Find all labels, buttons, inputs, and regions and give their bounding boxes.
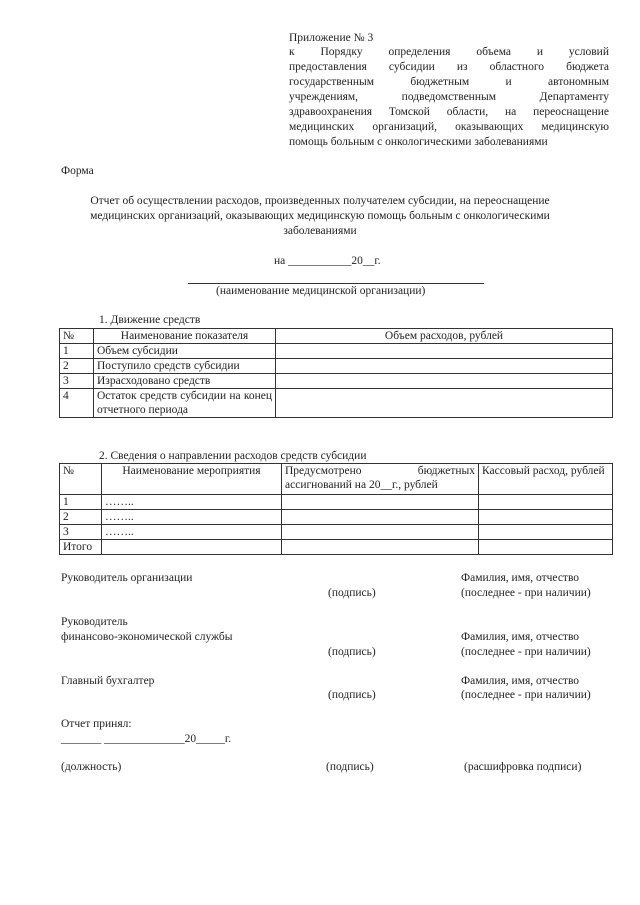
header-planned: Предусмотрено бюджетных ассигнований на 20__г., рублей [282, 464, 479, 495]
row-name: Поступило средств субсидии [94, 359, 276, 374]
appendix-title: Приложение № 3 [289, 32, 374, 44]
finance-label-line2: финансово-экономической службы [61, 631, 233, 643]
appendix-line: к Порядку определения объема и условий [289, 46, 609, 58]
position-caption: (должность) [61, 761, 122, 773]
name-caption: Фамилия, имя, отчество [461, 675, 580, 687]
total-activity [102, 540, 282, 555]
row-name: Израсходовано средств [94, 374, 276, 389]
name-caption: Фамилия, имя, отчество [461, 572, 580, 584]
header-actual: Кассовый расход, рублей [479, 464, 613, 495]
row-value-cell[interactable] [276, 359, 613, 374]
header-activity: Наименование мероприятия [102, 464, 282, 495]
name-caption-note: (последнее - при наличии) [461, 646, 591, 658]
row-number: 2 [60, 359, 94, 374]
table-row [60, 495, 613, 510]
signature-caption: (подпись) [328, 646, 376, 658]
row-name: Остаток средств субсидии на конец отчетного периода [94, 389, 276, 418]
row-name: Объем субсидии [94, 344, 276, 359]
table-total-row [60, 540, 613, 555]
expense-directions-table [59, 463, 613, 555]
table-row [60, 374, 613, 389]
report-date-line: на ___________20__г. [274, 255, 381, 267]
organization-name-field[interactable] [188, 283, 484, 284]
total-label: Итого [60, 540, 102, 555]
row-planned[interactable] [282, 525, 479, 540]
row-actual[interactable] [479, 510, 613, 525]
table-header-row [60, 464, 613, 495]
funds-movement-table [59, 328, 613, 418]
row-actual[interactable] [479, 495, 613, 510]
accepted-label: Отчет принял: [61, 718, 132, 730]
organization-caption: (наименование медицинской организации) [216, 285, 426, 297]
row-value-cell[interactable] [276, 344, 613, 359]
section1-heading: 1. Движение средств [99, 314, 201, 326]
name-caption: Фамилия, имя, отчество [461, 631, 580, 643]
report-title-line: заболеваниями [283, 225, 357, 237]
section2-heading: 2. Сведения о направлении расходов средств субсидии [99, 450, 367, 462]
name-caption-note: (последнее - при наличии) [461, 587, 591, 599]
row-activity[interactable]: …….. [102, 510, 282, 525]
row-number: 1 [60, 495, 102, 510]
signature-caption: (подпись) [326, 761, 374, 773]
appendix-line: государственным бюджетным и автономным [289, 76, 609, 88]
table-header-row [60, 329, 613, 344]
row-value-cell[interactable] [276, 374, 613, 389]
row-number: 1 [60, 344, 94, 359]
header-indicator: Наименование показателя [94, 329, 276, 344]
total-actual[interactable] [479, 540, 613, 555]
signature-caption: (подпись) [328, 587, 376, 599]
report-title-line: медицинских организаций, оказывающих медицинскую помощь больным с онкологическими [90, 210, 550, 222]
decoding-caption: (расшифровка подписи) [464, 761, 582, 773]
head-label: Руководитель организации [61, 572, 193, 584]
row-activity[interactable]: …….. [102, 525, 282, 540]
appendix-line: медицинских организаций, оказывающих медицинскую [289, 121, 609, 133]
row-planned[interactable] [282, 510, 479, 525]
form-label: Форма [61, 165, 94, 177]
total-planned[interactable] [282, 540, 479, 555]
table-row [60, 389, 613, 418]
signature-caption: (подпись) [328, 689, 376, 701]
report-title-line: Отчет об осуществлении расходов, произведенных получателем субсидии, на переоснащение [90, 195, 550, 207]
table-row [60, 510, 613, 525]
finance-label-line1: Руководитель [61, 616, 128, 628]
table-row [60, 359, 613, 374]
header-number: № [60, 329, 94, 344]
appendix-line: учреждениям, подведомственным Департаменту [289, 91, 609, 103]
name-caption-note: (последнее - при наличии) [461, 689, 591, 701]
appendix-line: помощь больным с онкологическими заболеваниями [289, 136, 548, 148]
table-row [60, 525, 613, 540]
row-number: 3 [60, 374, 94, 389]
accountant-label: Главный бухгалтер [61, 675, 155, 687]
accepted-date-line[interactable]: _______ ______________20_____г. [61, 733, 232, 745]
appendix-line: здравоохранения Томской области, на переоснащение [289, 106, 609, 118]
row-number: 3 [60, 525, 102, 540]
header-number: № [60, 464, 102, 495]
row-activity[interactable]: …….. [102, 495, 282, 510]
row-actual[interactable] [479, 525, 613, 540]
header-expenses: Объем расходов, рублей [276, 329, 613, 344]
appendix-line: предоставления субсидии из областного бюджета [289, 61, 609, 73]
table-row [60, 344, 613, 359]
row-value-cell[interactable] [276, 389, 613, 418]
row-number: 2 [60, 510, 102, 525]
row-number: 4 [60, 389, 94, 418]
row-planned[interactable] [282, 495, 479, 510]
